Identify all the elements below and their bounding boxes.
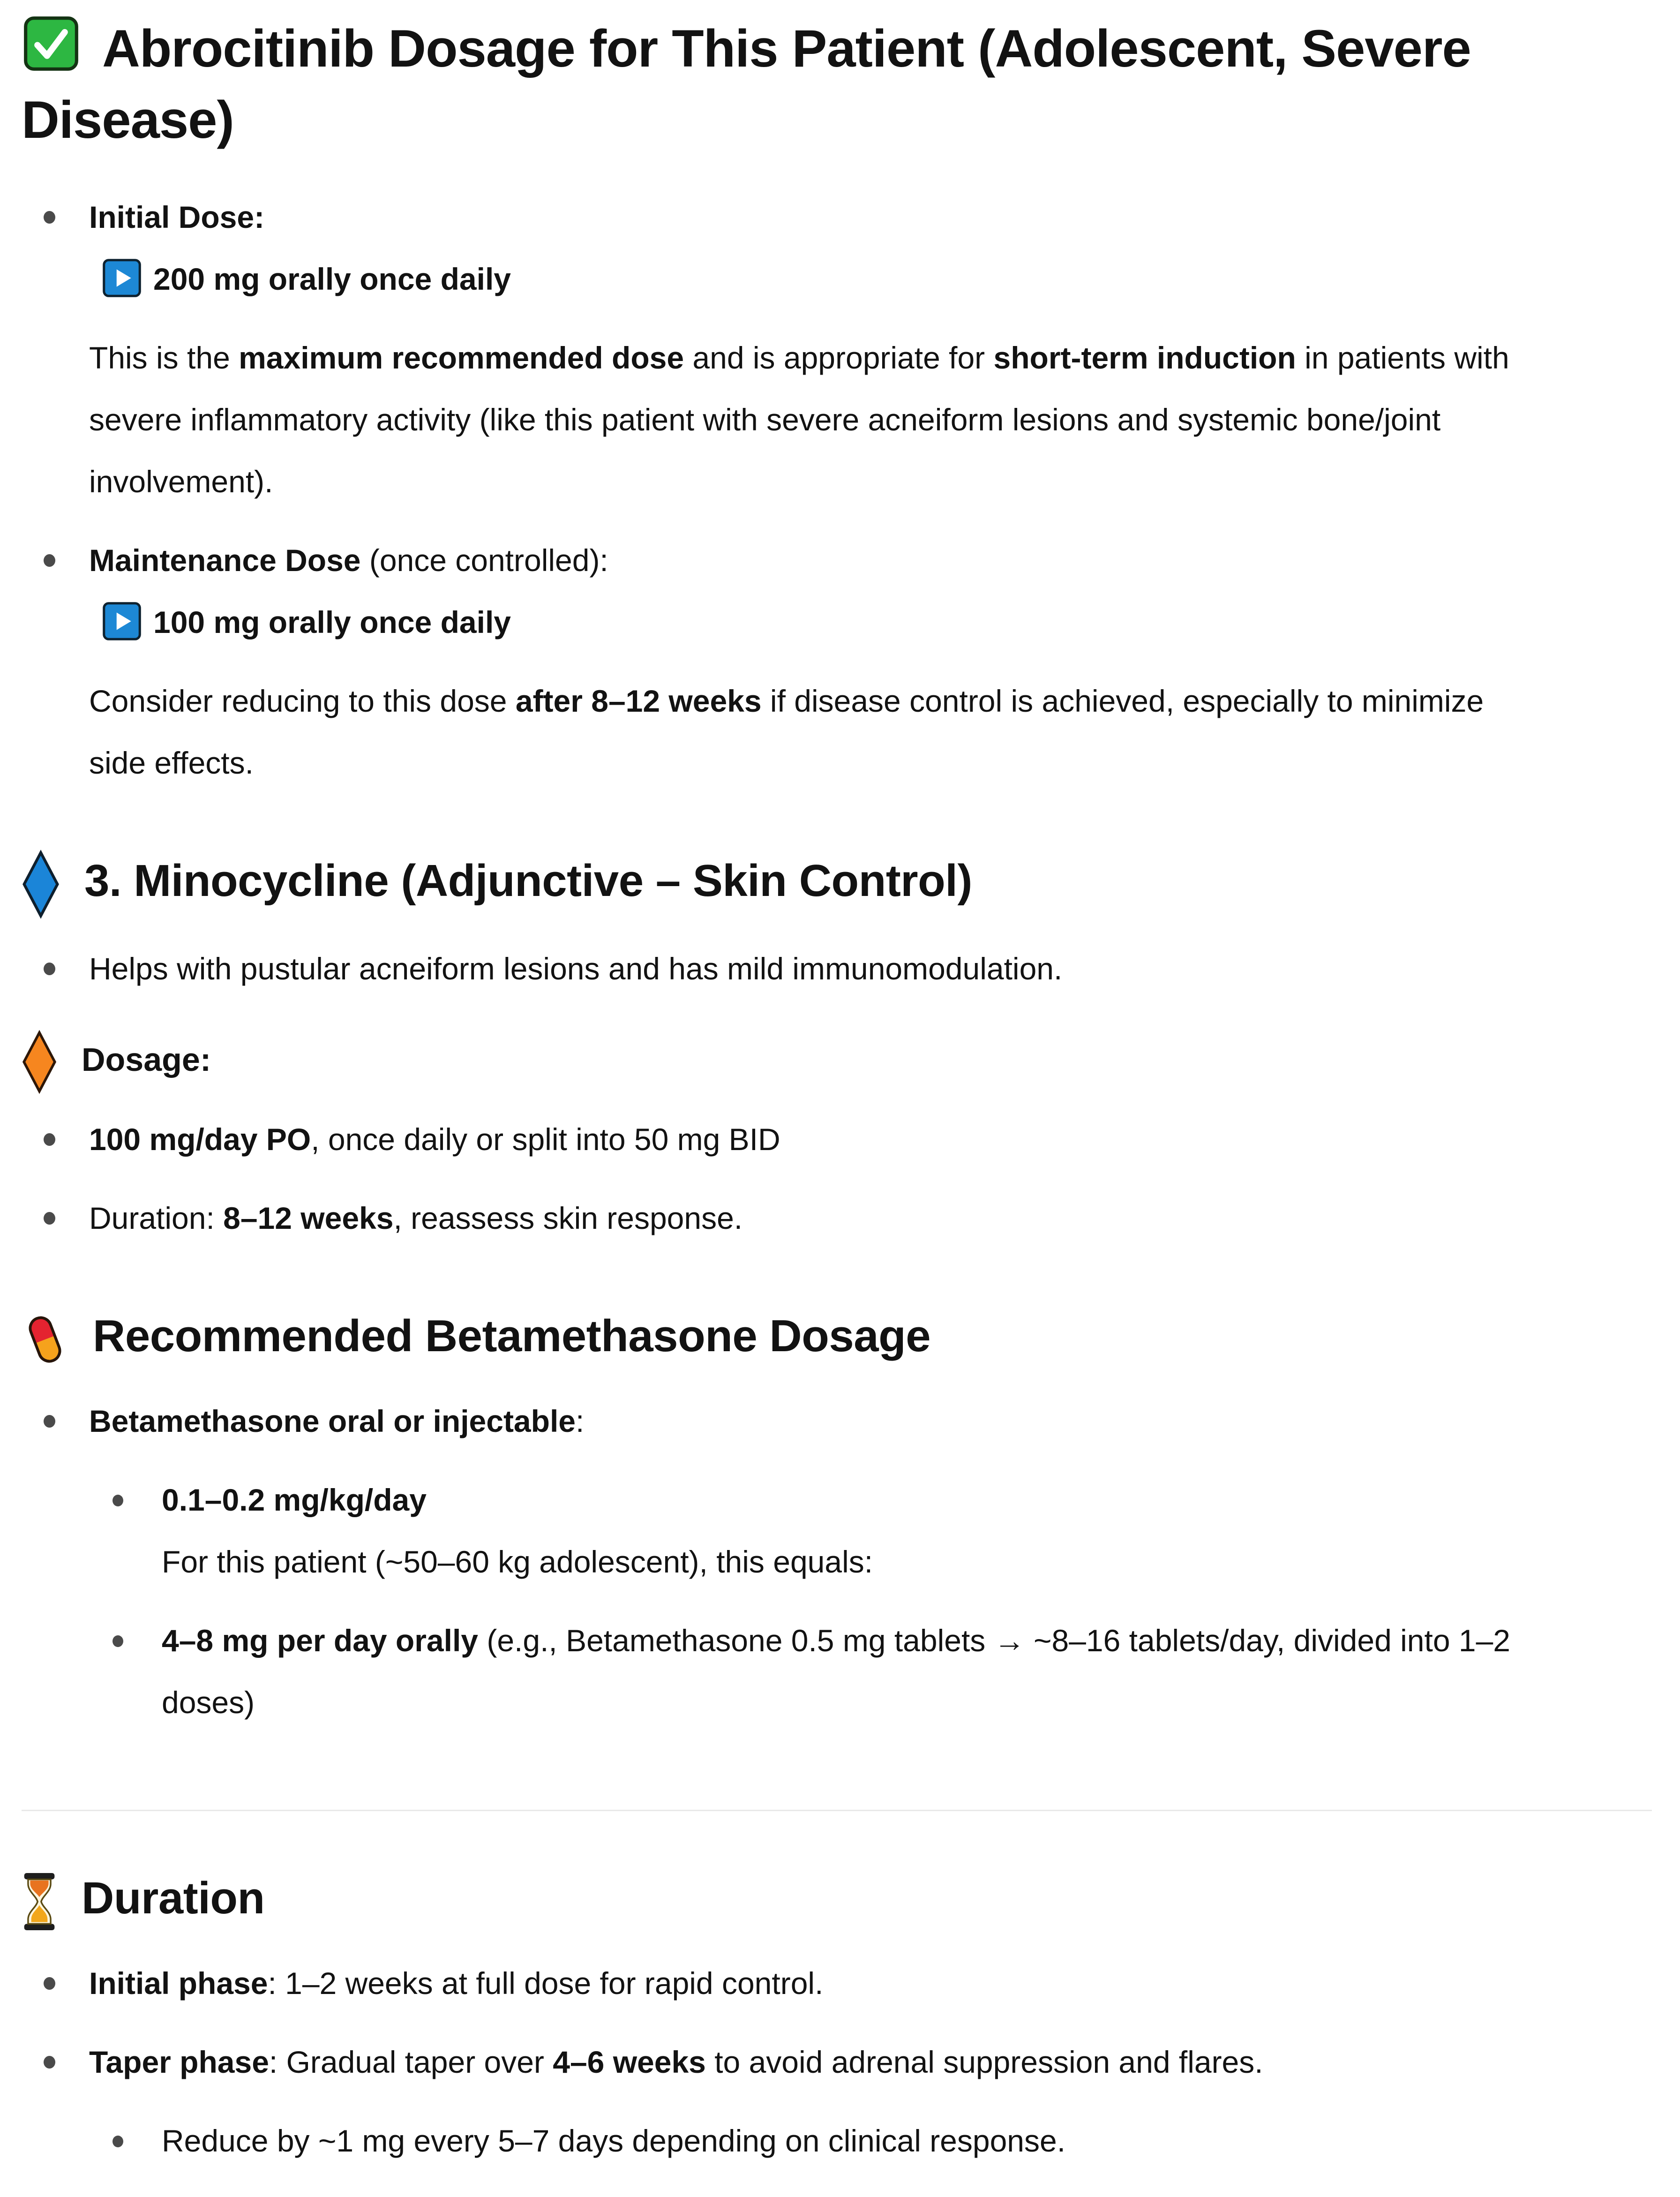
- taper-phase-text: Taper phase: Gradual taper over 4–6 weeks to avoid adrenal suppression and flares.: [89, 2045, 1263, 2080]
- abrocitinib-dose-list: [22, 186, 1652, 794]
- initial-dose-note: This is the maximum recommended dose and is appropriate for short-term induction in patients with severe inflammatory activity (like this patient with severe acneiform lesions and systemic bone/joint involvement).: [89, 340, 1509, 499]
- initial-dose-line: [101, 248, 1652, 310]
- duration-list: [22, 1952, 1652, 2172]
- minocycline-dose-text: 100 mg/day PO, once daily or split into 50 mg BID: [89, 1122, 780, 1157]
- list-item-initial-phase: [22, 1952, 1652, 2014]
- dosage-subheading: [22, 1027, 1652, 1095]
- section-heading-minocycline: [22, 846, 1652, 919]
- initial-dose-label: Initial Dose:: [89, 200, 265, 234]
- list-item-minocycline-dose: [22, 1108, 1652, 1170]
- betamethasone-sublist: [89, 1469, 1652, 1733]
- large-blue-diamond-icon: [22, 846, 84, 919]
- minocycline-intro-text: Helps with pustular acneiform lesions and has mild immunomodulation.: [89, 951, 1063, 986]
- hourglass-icon: [22, 1863, 82, 1934]
- list-item-initial-dose: [22, 186, 1652, 512]
- minocycline-duration-text: Duration: 8–12 weeks, reassess skin response.: [89, 1201, 743, 1236]
- minocycline-dosage-list: [22, 1108, 1652, 1249]
- betamethasone-route-text: Betamethasone oral or injectable:: [89, 1404, 585, 1439]
- initial-phase-text: Initial phase: 1–2 weeks at full dose for rapid control.: [89, 1966, 824, 2001]
- section-heading-betamethasone: [22, 1301, 1652, 1371]
- maintenance-dose-label: Maintenance Dose (once controlled):: [89, 543, 608, 578]
- play-button-icon: [101, 248, 153, 310]
- list-item-taper-phase: [22, 2031, 1652, 2172]
- betamethasone-list: [22, 1390, 1652, 1733]
- play-button-icon: [101, 591, 153, 653]
- maintenance-dose-line: [101, 591, 1652, 653]
- duration-heading-text: Duration: [82, 1873, 265, 1924]
- pill-icon: [22, 1301, 93, 1371]
- total-dose-text: 4–8 mg per day orally (e.g., Betamethasone 0.5 mg tablets → ~8–16 tablets/day, divided into 1–2 doses): [162, 1623, 1511, 1720]
- list-item-maintenance-dose: [22, 529, 1652, 794]
- dosage-subheading-text: Dosage:: [82, 1041, 211, 1078]
- initial-dose-value: 200 mg orally once daily: [153, 262, 511, 296]
- list-item-reduce: [89, 2110, 1652, 2172]
- per-kg-dose-text: 0.1–0.2 mg/kg/day: [162, 1482, 427, 1518]
- list-item-total-dose: [89, 1610, 1652, 1733]
- page-title-text: Abrocitinib Dosage for This Patient (Adolescent, Severe Disease): [22, 19, 1471, 149]
- maintenance-dose-value: 100 mg orally once daily: [153, 605, 511, 640]
- page-title: [22, 13, 1652, 156]
- chat-response-document: [22, 13, 1652, 2172]
- section-heading-duration: [22, 1863, 1652, 1934]
- check-mark-icon: [22, 13, 102, 84]
- large-orange-diamond-icon: [22, 1027, 82, 1095]
- minocycline-heading-text: 3. Minocycline (Adjunctive – Skin Control): [84, 856, 972, 906]
- list-item-per-kg: [89, 1469, 1652, 1593]
- section-divider: [22, 1810, 1652, 1811]
- list-item-betamethasone-route: [22, 1390, 1652, 1733]
- taper-sublist: [89, 2110, 1652, 2172]
- reduce-text: Reduce by ~1 mg every 5–7 days depending on clinical response.: [162, 2123, 1066, 2159]
- list-item-minocycline-duration: [22, 1187, 1652, 1249]
- maintenance-dose-note: Consider reducing to this dose after 8–12 weeks if disease control is achieved, especially to minimize side effects.: [89, 684, 1484, 780]
- minocycline-intro-list: [22, 938, 1652, 1000]
- per-kg-note-text: For this patient (~50–60 kg adolescent), this equals:: [162, 1544, 873, 1580]
- betamethasone-heading-text: Recommended Betamethasone Dosage: [93, 1311, 931, 1362]
- list-item-minocycline-intro: [22, 938, 1652, 1000]
